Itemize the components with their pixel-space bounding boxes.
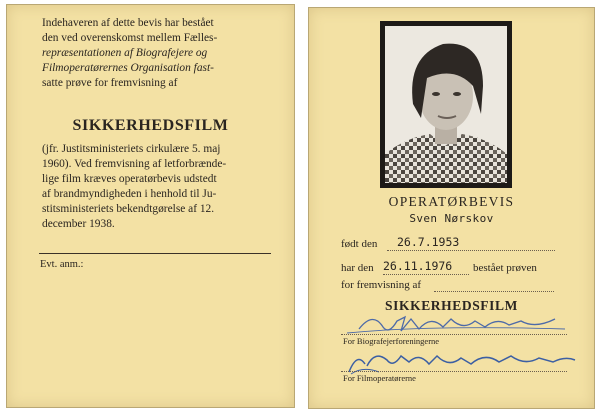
born-date-line xyxy=(387,250,555,251)
card-title: OPERATØRBEVIS xyxy=(388,194,515,209)
text-line: satte prøve for fremvisning af xyxy=(42,77,178,89)
signature-1 xyxy=(339,309,574,337)
text-line: Filmoperatørernes Organisation fast- xyxy=(42,62,214,74)
text-line: lige film kræves operatørbevis udstedt xyxy=(42,173,217,185)
text-line: den ved overenskomst mellem Fælles- xyxy=(42,32,218,44)
subject-heading: SIKKERHEDSFILM xyxy=(385,298,518,313)
text-line: af brandmyndigheden i henhold til Ju- xyxy=(42,188,217,200)
text-line: repræsentationen af Biografejere og xyxy=(42,47,208,59)
text-line: 1960). Ved fremvisning af letforbrænde- xyxy=(42,158,227,170)
remarks-label: Evt. anm.: xyxy=(40,259,84,270)
has-label: har den xyxy=(341,262,374,274)
text-line: (jfr. Justitsministeriets cirkulære 5. maj xyxy=(42,143,221,155)
left-heading: SIKKERHEDSFILM xyxy=(72,117,229,134)
portrait-photo xyxy=(380,21,512,188)
born-date: 26.7.1953 xyxy=(397,235,460,249)
signature-2-caption: For Filmoperatørerne xyxy=(343,373,416,383)
for-label: for fremvisning af xyxy=(341,279,422,291)
signature-line xyxy=(341,371,567,372)
divider xyxy=(39,253,271,254)
text-line: stitsministeriets bekendtgørelse af 12. xyxy=(42,203,215,215)
card-front xyxy=(308,7,595,409)
holder-name: Sven Nørskov xyxy=(409,212,494,225)
text-line: Indehaveren af dette bevis har bestået xyxy=(42,17,214,29)
passed-date-line xyxy=(383,274,469,275)
passed-date: 26.11.1976 xyxy=(383,259,453,273)
card-back xyxy=(6,4,295,408)
for-line xyxy=(434,291,554,292)
signature-1-caption: For Biografejerforeningerne xyxy=(343,336,440,346)
born-label: født den xyxy=(341,238,378,250)
portrait-image xyxy=(385,26,507,183)
signature-line xyxy=(341,334,567,335)
passed-label: bestået prøven xyxy=(473,262,537,274)
text-line: december 1938. xyxy=(42,218,115,230)
